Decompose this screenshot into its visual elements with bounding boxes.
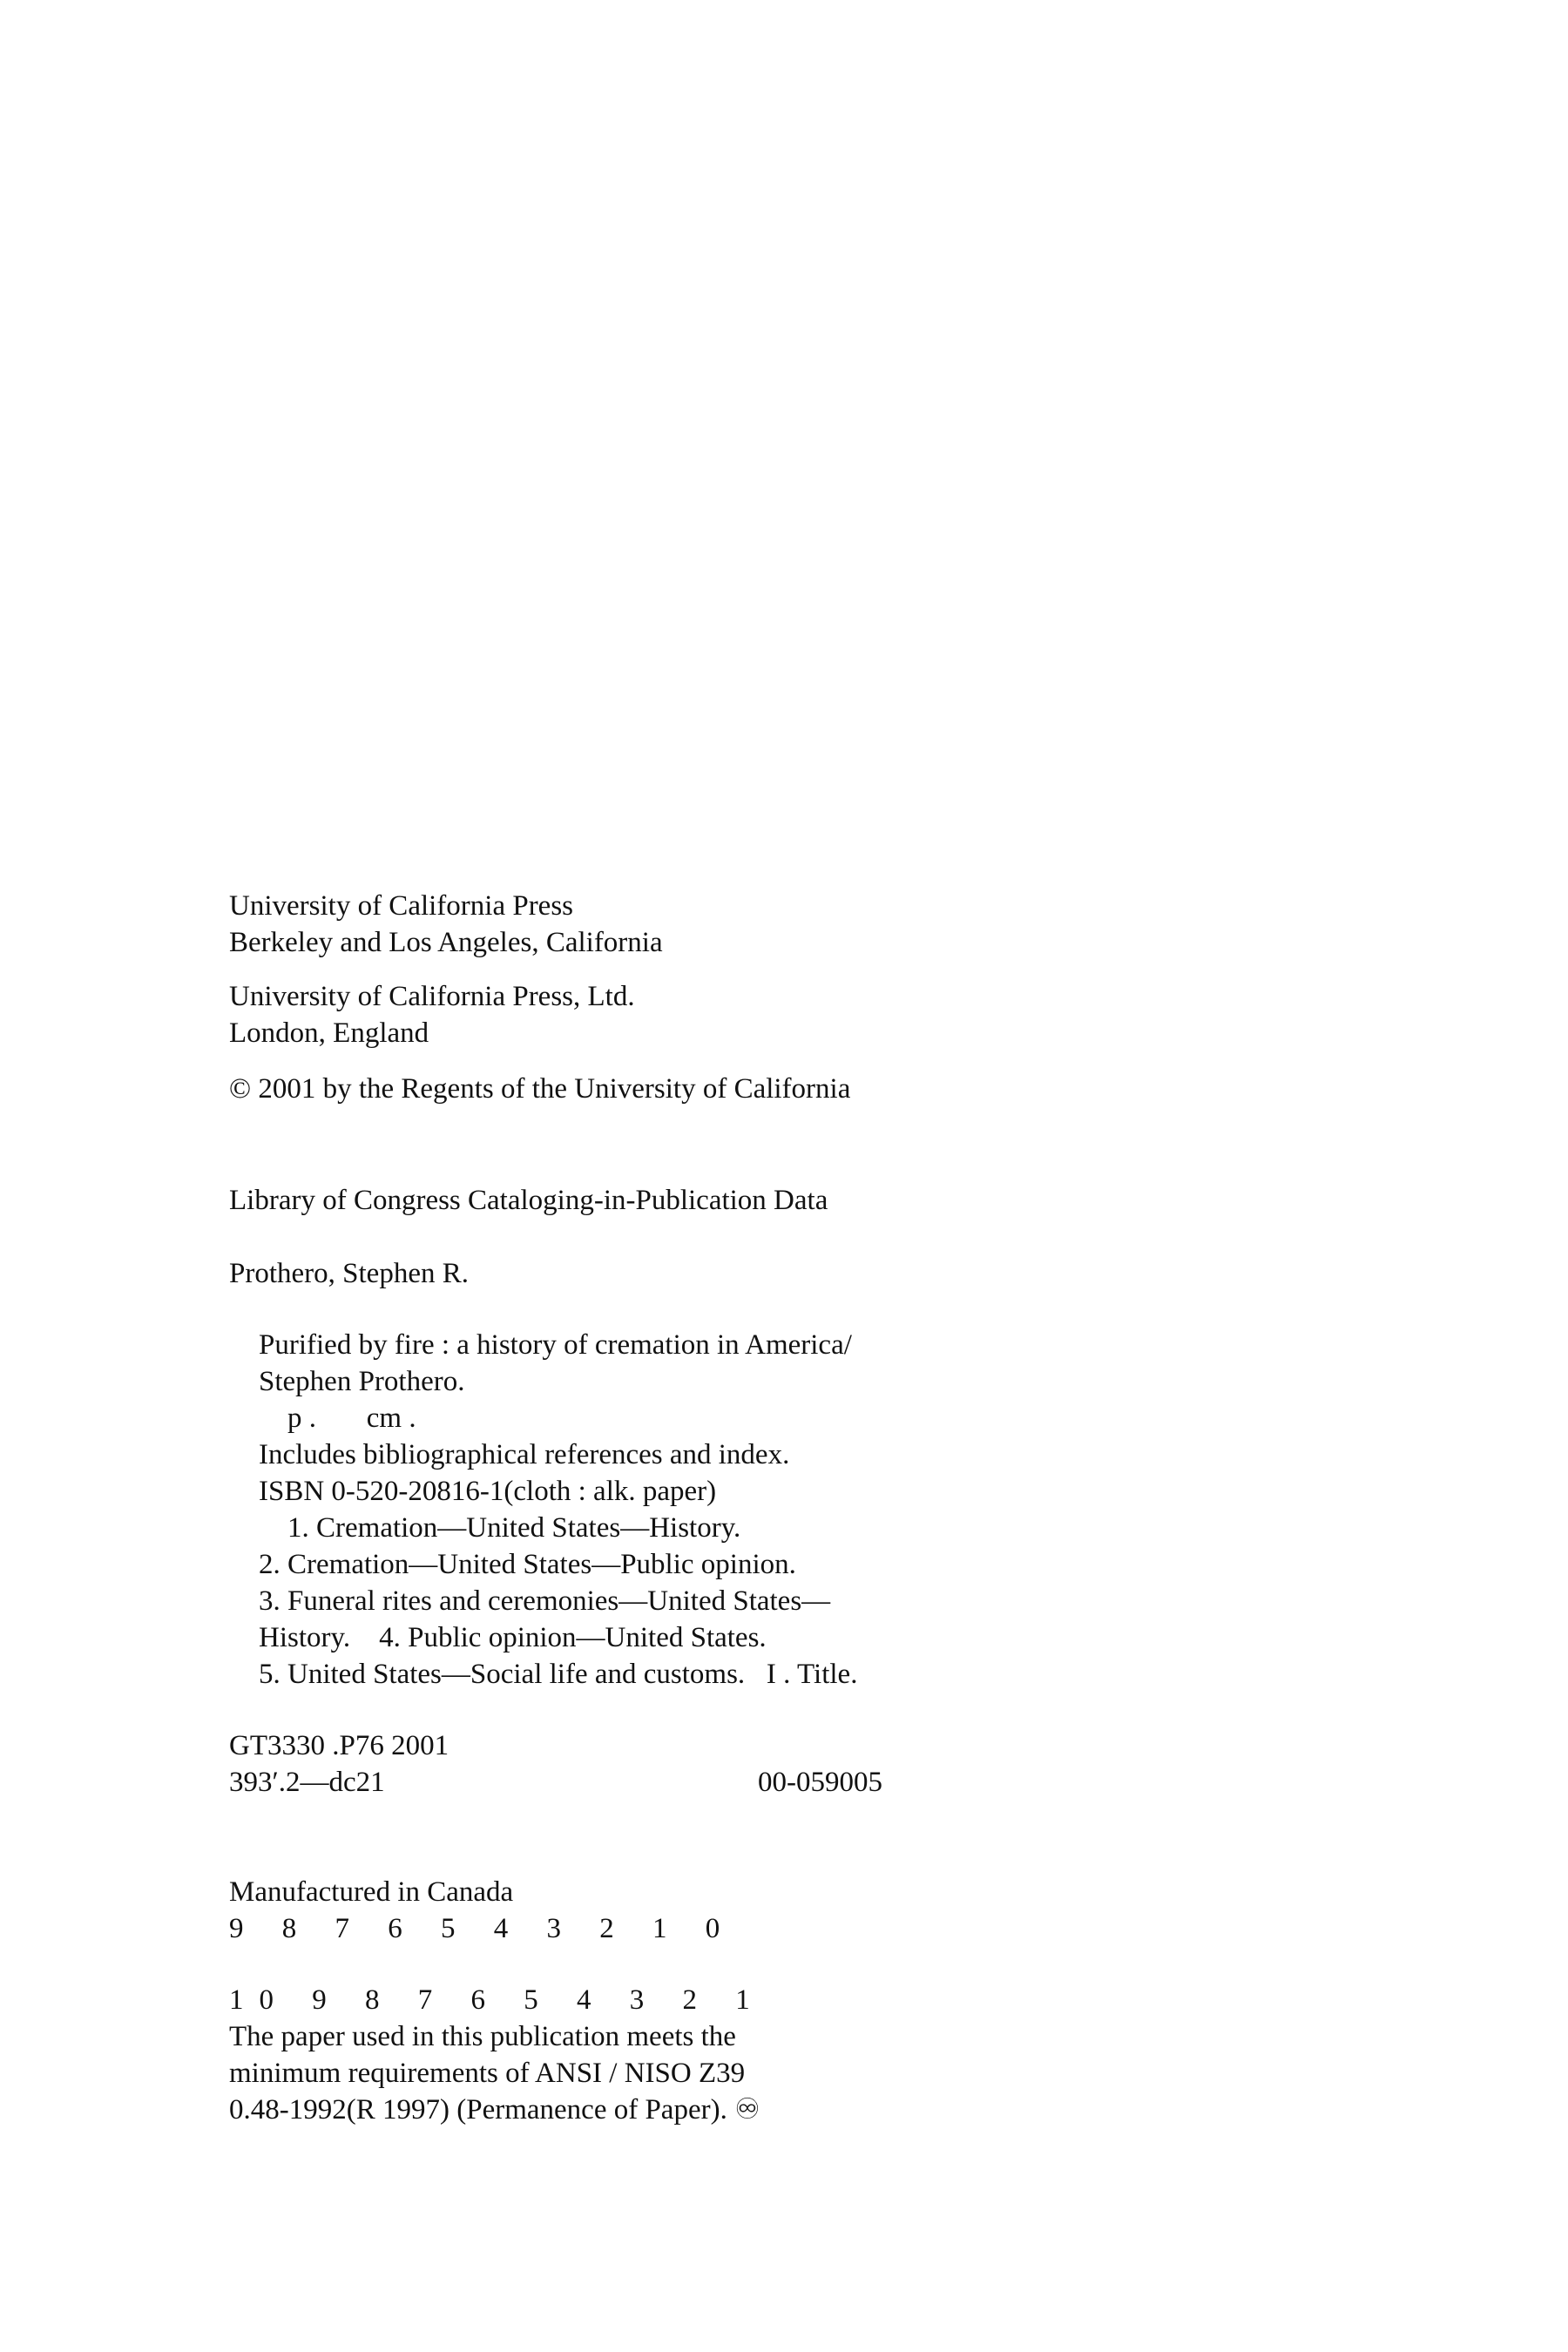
manufactured-in: Manufactured in Canada bbox=[229, 1876, 514, 1908]
cip-includes: Includes bibliographical references and index. bbox=[259, 1439, 790, 1470]
paper-statement-2: minimum requirements of ANSI / NISO Z39 bbox=[229, 2058, 746, 2089]
cip-title-line-1: Purified by fire : a history of cremation in America/ bbox=[259, 1329, 852, 1361]
paper-statement-3: 0.48-1992(R 1997) (Permanence of Paper). ♾ bbox=[229, 2094, 760, 2126]
cip-author: Prothero, Stephen R. bbox=[229, 1258, 469, 1289]
cip-title-line-2: Stephen Prothero. bbox=[259, 1366, 465, 1397]
publisher-name: University of California Press bbox=[229, 890, 574, 922]
publisher-location: Berkeley and Los Angeles, California bbox=[229, 927, 663, 958]
cip-dewey: 393′.2—dc21 bbox=[229, 1767, 385, 1798]
cip-heading: Library of Congress Cataloging-in-Publication Data bbox=[229, 1185, 828, 1216]
cip-subject-3: 3. Funeral rites and ceremonies—United States— bbox=[259, 1585, 831, 1617]
cip-pages-line: p . cm . bbox=[287, 1402, 416, 1434]
publisher-uk-location: London, England bbox=[229, 1017, 429, 1049]
print-line-2: 10 9 8 7 6 5 4 3 2 1 bbox=[229, 1984, 766, 2016]
cip-subject-2: 2. Cremation—United States—Public opinion. bbox=[259, 1549, 796, 1580]
cip-subject-3b: History. 4. Public opinion—United States. bbox=[259, 1622, 767, 1653]
paper-statement-1: The paper used in this publication meets the bbox=[229, 2021, 736, 2052]
cip-subject-1: 1. Cremation—United States—History. bbox=[287, 1512, 741, 1544]
cip-subject-5: 5. United States—Social life and customs. I . Title. bbox=[259, 1659, 858, 1690]
cip-isbn: ISBN 0-520-20816-1(cloth : alk. paper) bbox=[259, 1476, 717, 1507]
publisher-uk-name: University of California Press, Ltd. bbox=[229, 981, 635, 1012]
print-line-1: 9 8 7 6 5 4 3 2 1 0 bbox=[229, 1913, 736, 1944]
cip-call-number: GT3330 .P76 2001 bbox=[229, 1730, 449, 1761]
copyright-line: © 2001 by the Regents of the University of California bbox=[229, 1073, 851, 1105]
cip-lccn: 00-059005 bbox=[758, 1767, 882, 1798]
